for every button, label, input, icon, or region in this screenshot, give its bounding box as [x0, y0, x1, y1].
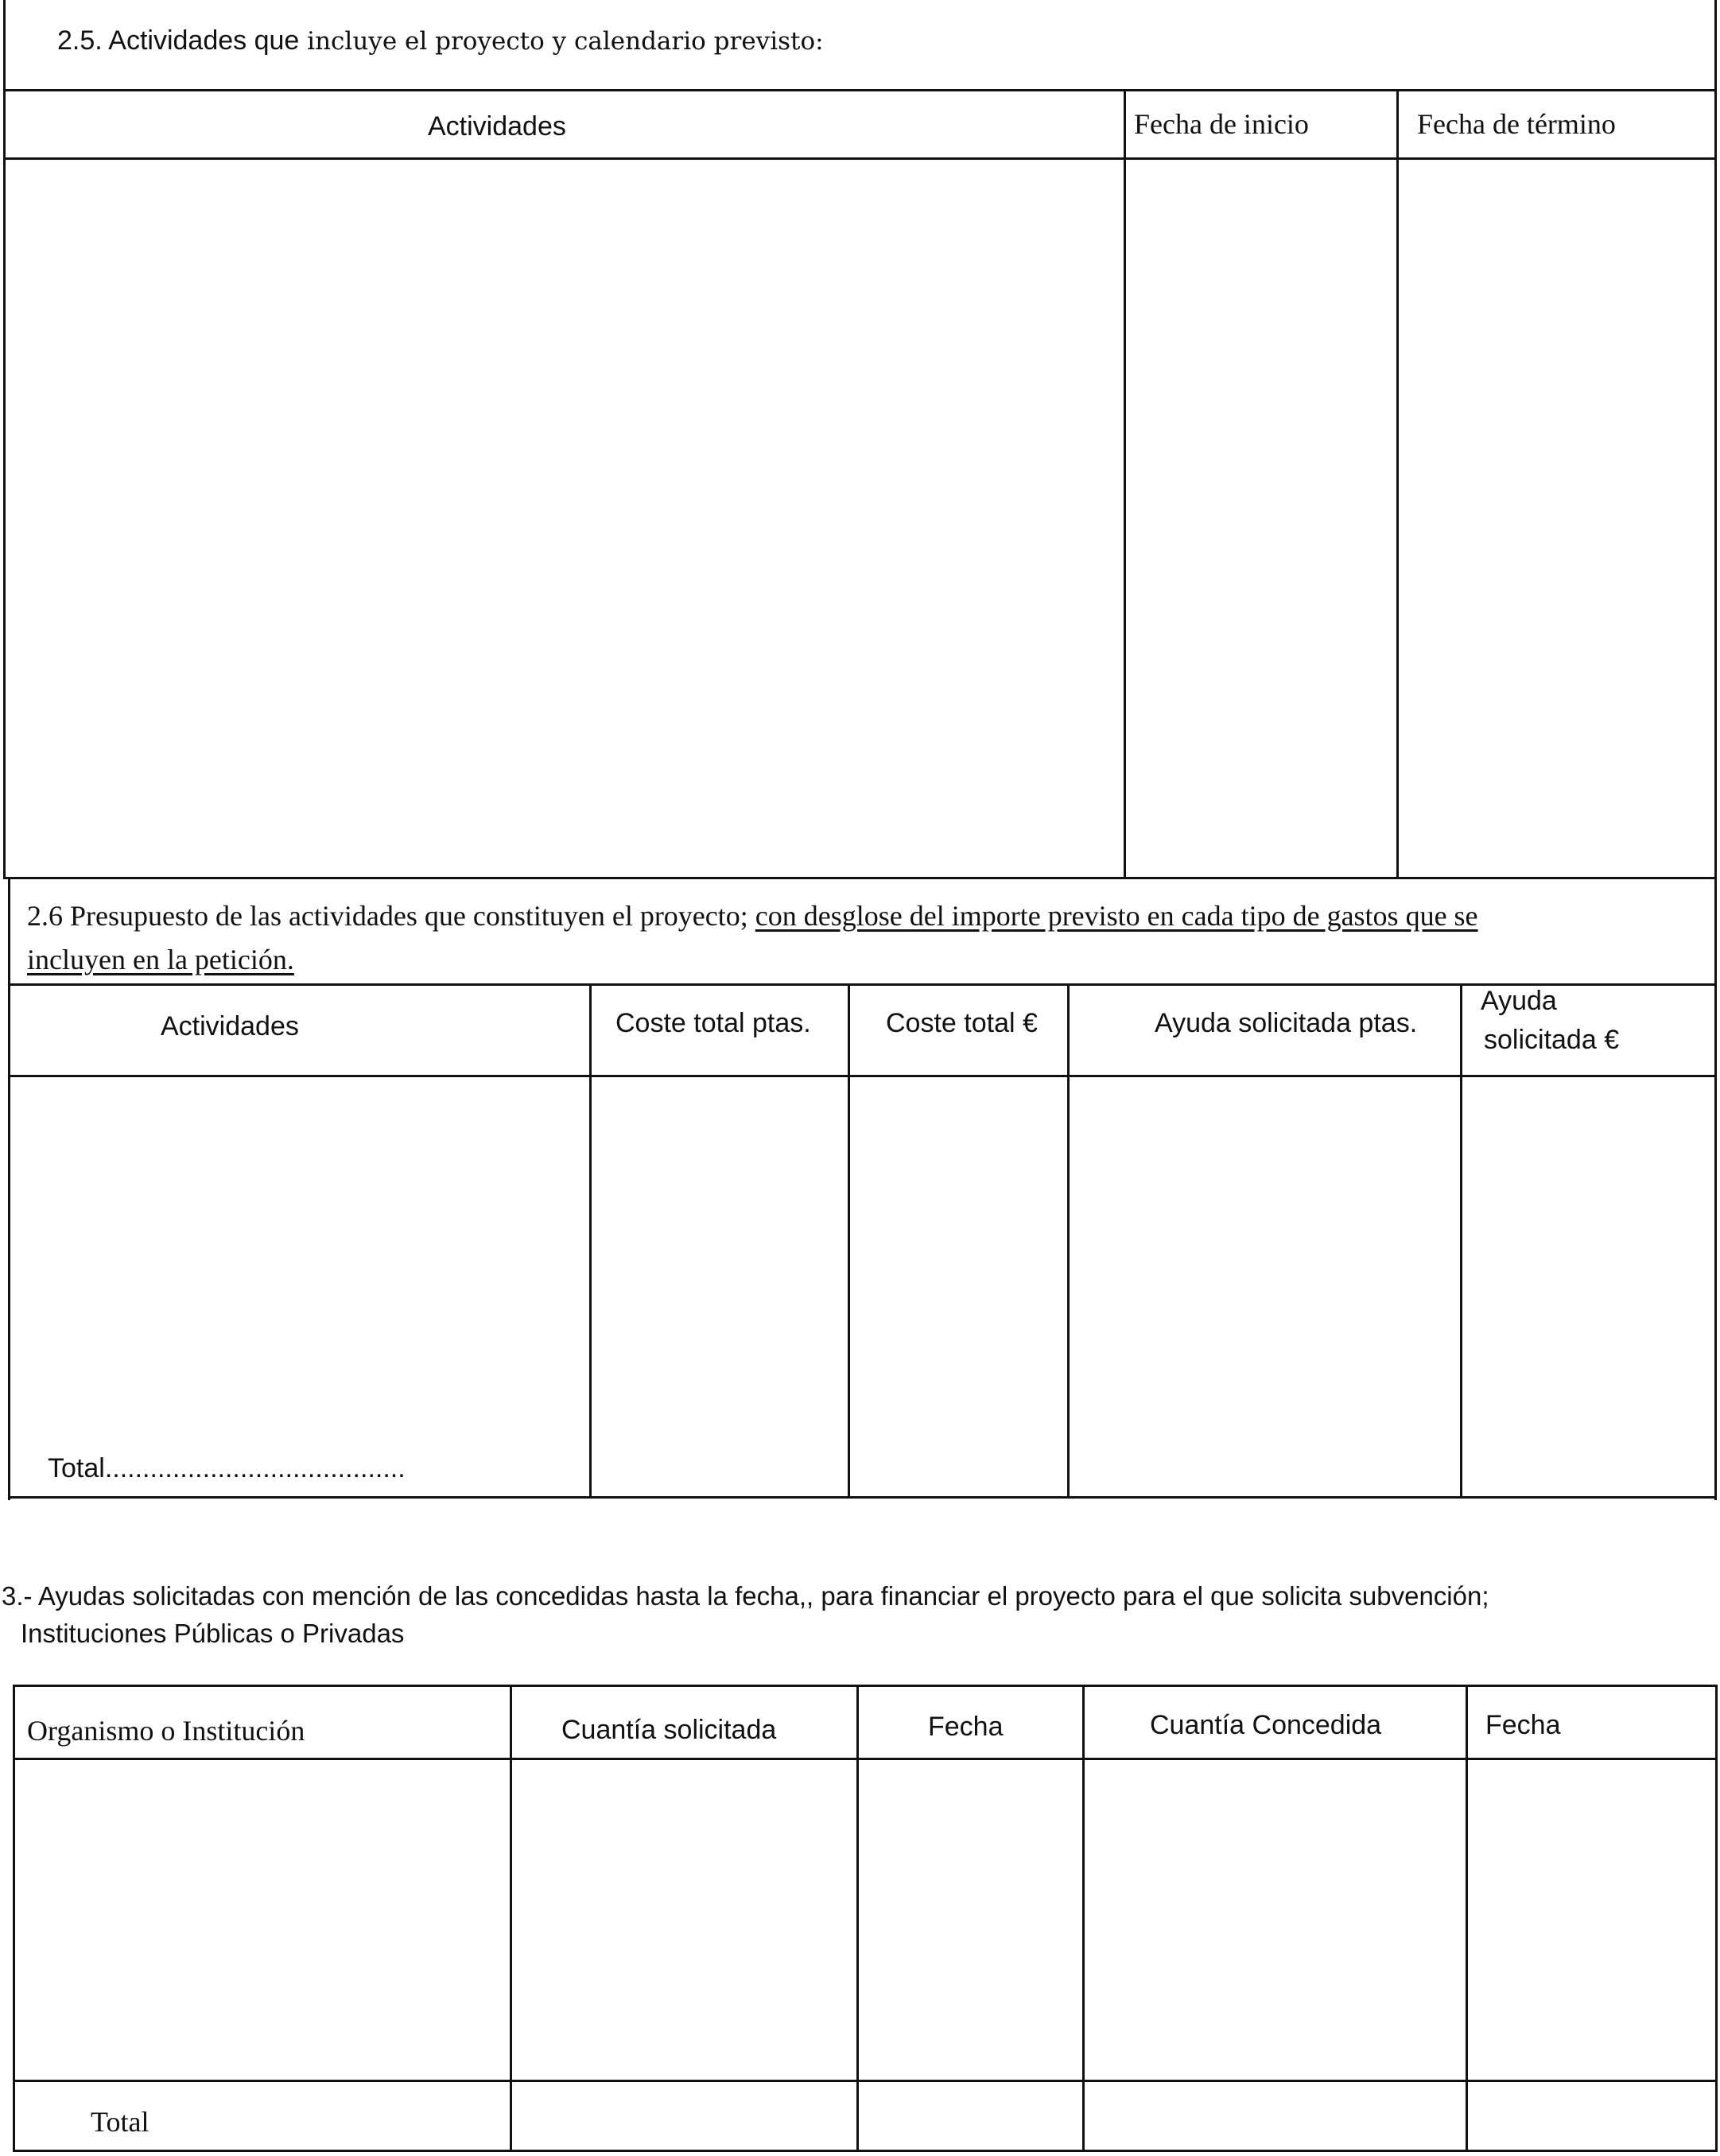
table-2-6-header-ayuda-euro-line2: solicitada € [1484, 1025, 1620, 1055]
table-2-6-header-ayuda-ptas: Ayuda solicitada ptas. [1155, 1008, 1418, 1038]
section-2-5-title-rest: incluye el proyecto y calendario previsto: [299, 27, 824, 56]
table-2-5-cell-fecha-termino[interactable] [1399, 159, 1715, 877]
table-2-6-col-divider-2 [848, 983, 850, 1496]
table-2-5-header-fecha-inicio: Fecha de inicio [1134, 108, 1309, 140]
section-3-title-line1: 3.- Ayudas solicitadas con mención de las concedidas hasta la fecha,, para financiar el proyecto para el que solicita subvención; [2, 1581, 1489, 1611]
table-3-col-divider-1 [510, 1685, 512, 2152]
table-3-col-divider-3 [1082, 1685, 1085, 2152]
table-2-5-cell-fecha-inicio[interactable] [1126, 159, 1396, 877]
section-2-5-title [57, 24, 824, 56]
table-2-6-col-divider-4 [1460, 983, 1462, 1496]
table-3-total-label: Total [91, 2106, 149, 2138]
section-2-6-intro-underlined-1: con desglose del importe previsto en cada tipo de gastos que se [755, 900, 1478, 932]
table-2-5-cell-actividades[interactable] [5, 159, 1124, 877]
table-2-5-top-rule [3, 89, 1717, 91]
table-2-6-header-coste-euro: Coste total € [886, 1008, 1038, 1038]
section-2-6-intro-underlined-2: incluyen en la petición. [27, 944, 294, 975]
table-3-header-fecha-2: Fecha [1485, 1710, 1561, 1740]
table-2-6-header-actividades: Actividades [161, 1011, 299, 1041]
table-3-header-cuantia-solicitada: Cuantía solicitada [561, 1715, 777, 1745]
section-2-6-intro: 2.6 Presupuesto de las actividades que constituyen el proyecto; [27, 900, 755, 932]
section-2-6-right-edge [1714, 877, 1717, 1500]
table-3-header-fecha-1: Fecha [928, 1712, 1004, 1742]
table-3-col-divider-2 [856, 1685, 859, 2152]
table-2-6-total-label: Total........................................ [48, 1453, 406, 1483]
section-3-title-line2: Instituciones Públicas o Privadas [21, 1619, 405, 1648]
section-2-6-left-edge [8, 877, 10, 1500]
table-2-6-col-divider-3 [1067, 983, 1070, 1496]
table-2-6-header-coste-ptas: Coste total ptas. [615, 1008, 811, 1038]
table-3-header-cuantia-concedida: Cuantía Concedida [1150, 1710, 1382, 1740]
table-2-5-header-actividades: Actividades [428, 111, 566, 142]
table-2-5-header-fecha-termino: Fecha de término [1417, 108, 1616, 140]
section-2-6-intro-line1 [27, 900, 1478, 933]
table-3-total-rule [13, 2080, 1718, 2082]
table-3-col-divider-4 [1466, 1685, 1468, 2152]
table-3-header-organismo: Organismo o Institución [27, 1715, 305, 1747]
table-2-6-header-ayuda-euro-line1: Ayuda [1481, 986, 1557, 1016]
table-3-header-rule [13, 1758, 1718, 1760]
section-2-5-title-bold: 2.5. Actividades que [57, 25, 300, 56]
table-2-6-col-divider-1 [589, 983, 592, 1496]
table-2-5-bottom-rule [3, 877, 1717, 879]
table-2-6-bottom-rule [8, 1496, 1717, 1499]
